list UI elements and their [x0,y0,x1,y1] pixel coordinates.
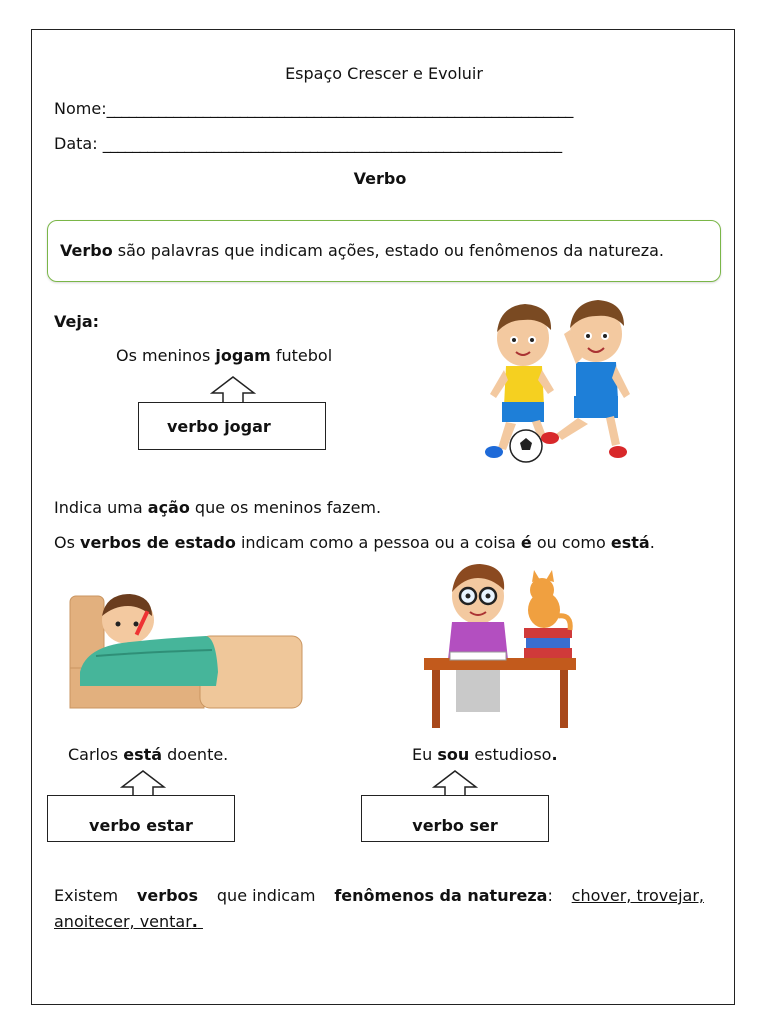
page-title: Verbo [353,169,407,188]
state-b2: é [520,533,532,552]
sick-boy-in-bed-illustration [66,576,306,712]
state-b1: verbos de estado [80,533,236,552]
state-b3: está [610,533,650,552]
state-p1: Os [54,533,81,552]
nature-b2: fenômenos da natureza [334,886,548,905]
state-p2: indicam como a pessoa ou a coisa [235,533,521,552]
date-line: ______________________________________________________________ [102,134,562,153]
up-arrow-icon [432,770,478,798]
school-name: Espaço Crescer e Evoluir [285,64,483,83]
studious-boy-with-cat-illustration [420,560,580,730]
estar-verb: está [123,745,163,764]
definition-rest: são palavras que indicam ações, estado ou fenômenos da natureza. [112,241,664,260]
nature-u2: anoitecer, ventar [54,912,192,931]
ser-verb: sou [437,745,470,764]
action-pre: Indica uma [54,498,148,517]
ser-post: estudioso [469,745,552,764]
ser-pre: Eu [412,745,438,764]
nature-paragraph-line1 [54,886,704,906]
nature-b1: verbos [136,886,199,905]
example-sentence-estar [68,745,228,765]
definition-term: Verbo [60,241,113,260]
name-label: Nome: [54,99,107,118]
verb-box-ser-label: verbo ser [412,816,498,835]
action-post: que os meninos fazem. [189,498,382,517]
ser-dot: . [551,745,558,764]
date-field[interactable] [54,134,562,154]
nature-u1: chover, trovejar, [571,886,704,905]
verb-box-estar-label: verbo estar [89,816,193,835]
example-label: Veja: [54,312,100,331]
example-sentence-post: futebol [270,346,333,365]
example-sentence [116,346,332,366]
up-arrow-icon [120,770,166,798]
verb-box-ser [361,795,549,842]
action-explanation [54,498,381,518]
nature-paragraph-line2 [54,912,203,932]
nature-end: . [191,912,198,931]
verb-box-jogar [138,402,326,450]
action-bold: ação [147,498,190,517]
estar-pre: Carlos [68,745,124,764]
boys-playing-soccer-illustration [478,298,638,466]
name-line: _______________________________________________________________ [106,99,573,118]
nature-colon: : [547,886,553,905]
example-sentence-verb: jogam [215,346,271,365]
up-arrow-icon [210,376,256,404]
example-sentence-pre: Os meninos [116,346,216,365]
example-sentence-ser [412,745,558,765]
state-p3: ou como [531,533,611,552]
verb-box-estar [47,795,235,842]
state-p4: . [649,533,655,552]
name-field[interactable] [54,99,573,119]
estar-post: doente. [162,745,229,764]
nature-p2: que indicam [216,886,316,905]
date-label: Data: [54,134,98,153]
definition-text [60,241,664,261]
nature-p1: Existem [54,886,119,905]
verb-box-jogar-label: verbo jogar [167,416,271,436]
state-verbs-explanation [54,533,655,553]
